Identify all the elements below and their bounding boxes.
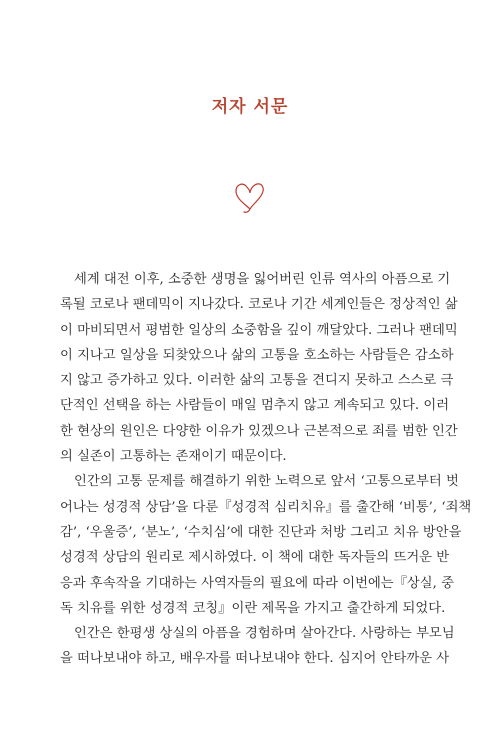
text-line: 인간은 한평생 상실의 아픔을 경험하며 살아간다. 사랑하는 부모님 <box>74 626 455 642</box>
text-line: 단적인 선택을 하는 사람들이 매일 멈추지 않고 계속되고 있다. 이러 <box>60 398 450 414</box>
text-line: 독 치유를 위한 성경적 코칭』이란 제목을 가지고 출간하게 되었다. <box>60 600 446 616</box>
page-title: 저자 서문 <box>211 97 289 117</box>
text-line: 을 떠나보내야 하고, 배우자를 떠나보내야 한다. 심지어 안타까운 사 <box>60 651 450 667</box>
text-line: 이 지나고 일상을 되찾았으나 삶의 고통을 호소하는 사람들은 감소하 <box>60 347 454 363</box>
text-line: 이 마비되면서 평범한 일상의 소중함을 깊이 깨달았다. 그러나 팬데믹 <box>60 322 458 338</box>
text-line: 지 않고 증가하고 있다. 이러한 삶의 고통을 견디지 못하고 스스로 극 <box>60 373 454 389</box>
paragraph-3 <box>60 621 455 672</box>
text-line: 어나는 성경적 상담’을 다룬『성경적 심리치유』를 출간해 ‘비통’, ‘죄책 <box>60 499 472 515</box>
text-line: 성경적 상담의 원리로 제시하였다. 이 책에 대한 독자들의 뜨거운 반 <box>60 550 450 566</box>
heart-flourish-icon <box>226 179 274 215</box>
text-line: 응과 후속작을 기대하는 사역자들의 필요에 따라 이번에는『상실, 중 <box>60 575 454 591</box>
body-text <box>60 267 472 672</box>
text-line: 의 실존이 고통하는 존재이기 때문이다. <box>60 449 287 465</box>
paragraph-2 <box>60 469 472 621</box>
text-line: 세계 대전 이후, 소중한 생명을 잃어버린 인류 역사의 아픔으로 기 <box>74 272 451 287</box>
text-line: 한 현상의 원인은 다양한 이유가 있겠으나 근본적으로 죄를 범한 인간 <box>60 423 458 439</box>
paragraph-1 <box>60 267 458 469</box>
text-line: 감’, ‘우울증’, ‘분노’, ‘수치심’에 대한 진단과 처방 그리고 치유 방안을 <box>60 524 462 540</box>
text-line: 인간의 고통 문제를 해결하기 위한 노력으로 앞서 ‘고통으로부터 벗 <box>74 474 459 490</box>
text-line: 록될 코로나 팬데믹이 지나갔다. 코로나 기간 세계인들은 정상적인 삶 <box>60 297 458 313</box>
